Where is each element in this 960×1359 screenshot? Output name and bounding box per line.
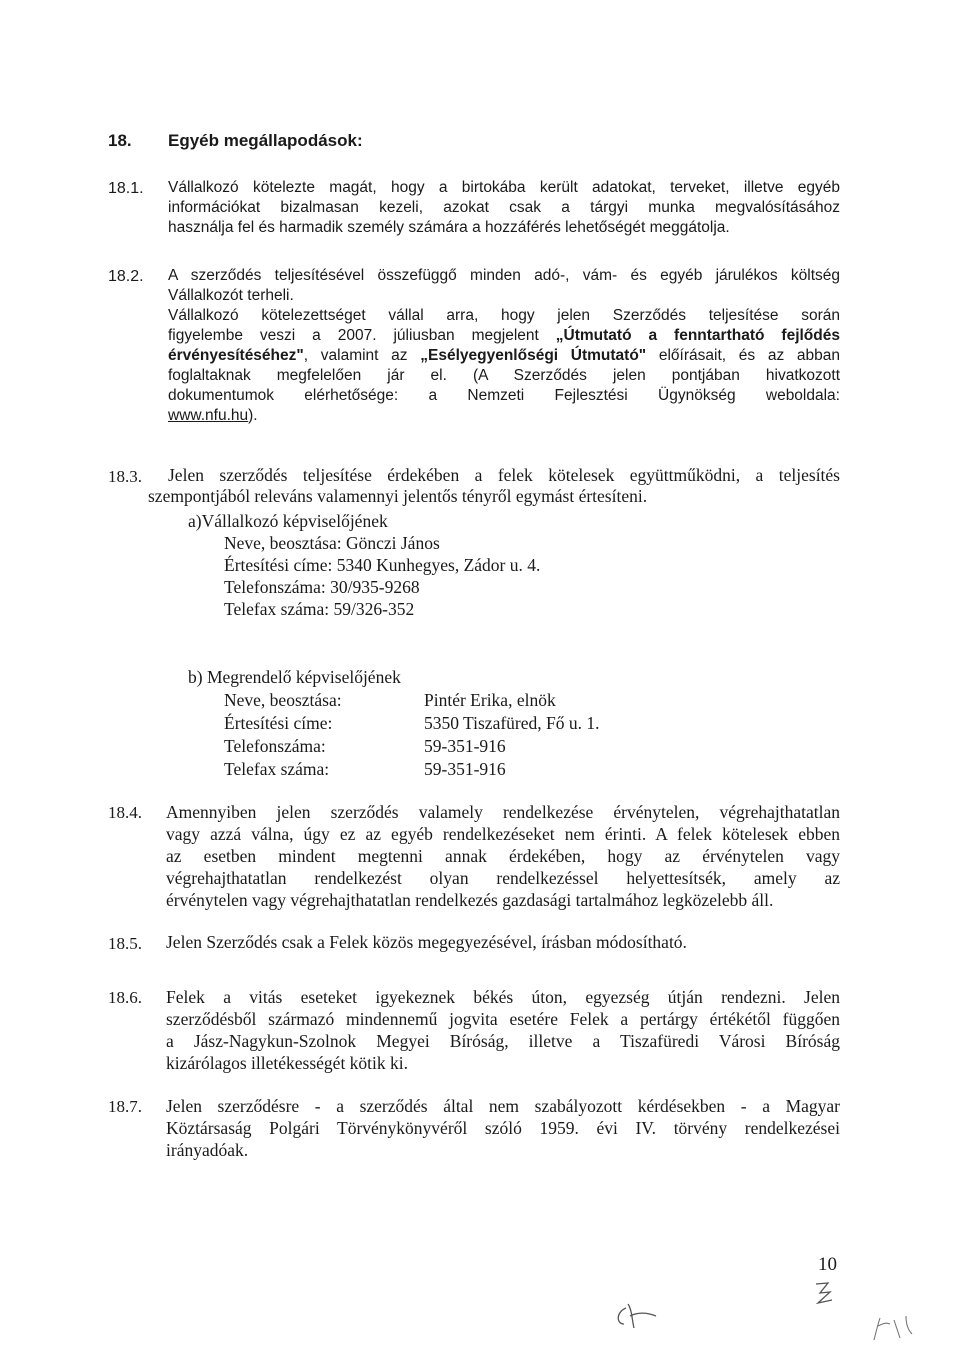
text-line — [168, 326, 840, 346]
signature-mark — [612, 1302, 662, 1332]
text-line: Vállalkozót terheli. — [168, 287, 294, 304]
text-line: Felek a vitás eseteket igyekeznek békés úton, egyezség útján rendezni. Jelen — [166, 987, 840, 1007]
text-line: szempontjából releváns valamennyi jelentős tényről egymást értesíteni. — [148, 486, 648, 506]
text-segment: előírásait, és az abban — [646, 347, 841, 364]
text-line: Vállalkozó kötelezte magát, hogy a birtokába került adatokat, terveket, illetve egyéb — [168, 179, 840, 196]
contractor-representative — [188, 510, 540, 620]
clause-18-1-text — [168, 178, 840, 238]
client-field-label: Neve, beosztása: — [224, 690, 342, 710]
text-segment: , valamint az — [303, 347, 421, 364]
text-line: dokumentumok elérhetősége: a Nemzeti Fejlesztési Ügynökség weboldala: — [168, 387, 840, 404]
text-line: kizárólagos illetékességét kötik ki. — [166, 1053, 409, 1073]
client-field-label: Telefonszáma: — [224, 736, 326, 756]
initials-mark — [812, 1280, 836, 1306]
text-line: végrehajthatatlan rendelkezést olyan rendelkezéssel helyettesítsék, amely az — [166, 868, 840, 888]
clause-18-5-text — [166, 932, 840, 953]
client-field-value: 59-351-916 — [424, 759, 506, 779]
client-field-label: Értesítési címe: — [224, 713, 333, 733]
bold-reference: érvényesítéséhez" — [168, 347, 304, 364]
bold-reference: „Útmutató a fenntartható fejlődés — [555, 327, 840, 344]
representative-title: a)Vállalkozó képviselőjének — [188, 511, 388, 531]
text-line: Jelen Szerződés csak a Felek közös megegyezésével, írásban módosítható. — [166, 932, 687, 952]
section-number: 18. — [108, 131, 132, 150]
clause-number-18-2: 18.2. — [108, 268, 144, 285]
client-field-label: Telefax száma: — [224, 759, 330, 779]
clause-number-18-4: 18.4. — [108, 803, 142, 822]
signature-mark — [868, 1314, 918, 1342]
text-segment: figyelembe veszi a 2007. júliusban megjelent — [168, 327, 556, 344]
text-line: a Jász-Nagykun-Szolnok Megyei Bíróság, illetve a Tiszafüredi Városi Bíróság — [166, 1031, 840, 1051]
clause-number-18-1: 18.1. — [108, 180, 144, 197]
text-line: Vállalkozó kötelezettséget vállal arra, hogy jelen Szerződés teljesítése során — [168, 307, 840, 324]
text-line: Köztársaság Polgári Törvénykönyvéről szóló 1959. évi IV. törvény rendelkezései — [166, 1118, 840, 1138]
text-line: információkat bizalmasan kezeli, azokat csak a tárgyi munka megvalósításához — [168, 199, 840, 216]
page-number: 10 — [818, 1254, 837, 1275]
text-line: az esetben mindent megtenni annak érdekében, hogy az érvénytelen vagy — [166, 846, 840, 866]
client-field-value: Pintér Erika, elnök — [424, 690, 556, 710]
representative-name: Neve, beosztása: Gönczi János — [224, 533, 440, 553]
representative-phone: Telefonszáma: 30/935-9268 — [224, 577, 420, 597]
bold-reference: „Esélyegyenlőségi Útmutató" — [420, 347, 647, 364]
representative-fax: Telefax száma: 59/326-352 — [224, 599, 415, 619]
section-title: Egyéb megállapodások: — [168, 131, 363, 150]
client-field-value: 5350 Tiszafüred, Fő u. 1. — [424, 713, 600, 733]
text-line: irányadóak. — [166, 1140, 249, 1160]
clause-18-7-text — [166, 1095, 840, 1161]
clause-18-2-text — [168, 266, 840, 426]
clause-number-18-7: 18.7. — [108, 1097, 142, 1116]
text-line: érvénytelen vagy végrehajthatatlan rendelkezés gazdasági tartalmához legközelebb áll. — [166, 890, 774, 910]
clause-number-18-6: 18.6. — [108, 988, 142, 1007]
clause-number-18-5: 18.5. — [108, 934, 142, 953]
text-line: A szerződés teljesítésével összefüggő minden adó-, vám- és egyéb járulékos költség — [168, 267, 840, 284]
clause-18-6-text — [166, 986, 840, 1074]
text-segment: ). — [248, 407, 258, 424]
clause-number-18-3: 18.3. — [108, 467, 142, 486]
clause-18-3-text — [148, 465, 840, 507]
text-line: használja fel és harmadik személy számára a hozzáférés lehetőségét meggátolja. — [168, 219, 730, 236]
text-line: Amennyiben jelen szerződés valamely rendelkezése érvénytelen, végrehajthatatlan — [166, 802, 840, 822]
text-line — [168, 406, 840, 426]
representative-address: Értesítési címe: 5340 Kunhegyes, Zádor u. 4. — [224, 555, 541, 575]
website-link[interactable]: www.nfu.hu — [168, 407, 249, 424]
client-representative-title: b) Megrendelő képviselőjének — [188, 667, 401, 687]
clause-18-4-text — [166, 801, 840, 911]
text-line — [168, 346, 840, 366]
text-line: Jelen szerződésre - a szerződés által nem szabályozott kérdésekben - a Magyar — [166, 1096, 840, 1116]
text-line: vagy azzá válna, úgy ez az egyéb rendelkezéseket nem érinti. A felek kötelesek ebben — [166, 824, 840, 844]
text-line: szerződésből származó mindennemű jogvita esetére Felek a pertárgy értékétől függően — [166, 1009, 840, 1029]
client-field-value: 59-351-916 — [424, 736, 506, 756]
text-line: Jelen szerződés teljesítése érdekében a felek kötelesek együttműködni, a teljesítés — [168, 465, 840, 485]
text-line: foglaltaknak megfelelően jár el. (A Szerződés jelen pontjában hivatkozott — [168, 367, 840, 384]
